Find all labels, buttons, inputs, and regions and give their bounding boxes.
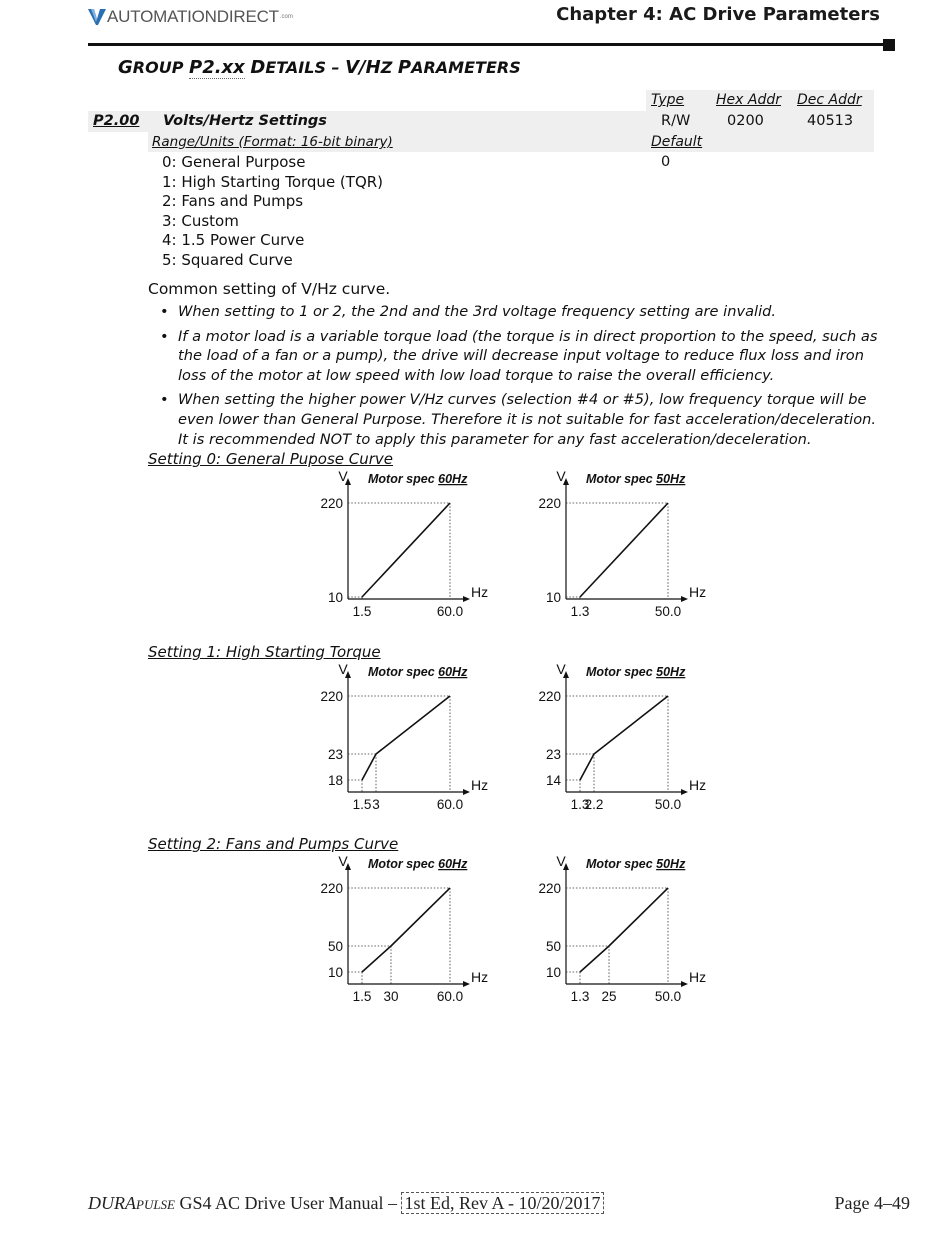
x-tick-label: 50.0 xyxy=(654,797,682,812)
vhz-chart-setting0-60hz xyxy=(300,468,500,636)
setting-2-heading: Setting 2: Fans and Pumps Curve xyxy=(148,835,399,853)
param-code: P2.00 xyxy=(93,113,140,129)
option-list xyxy=(162,153,383,271)
vhz-chart-setting2-50hz xyxy=(518,853,718,1021)
logo-text: AUTOMATIONDIRECT xyxy=(107,7,279,26)
y-tick-label: 23 xyxy=(545,747,561,762)
y-tick-label: 10 xyxy=(545,965,561,980)
note-item: • When setting to 1 or 2, the 2nd and the 3rd voltage frequency setting are invalid. xyxy=(160,303,777,320)
bullet-icon: • xyxy=(160,391,169,409)
automationdirect-logo xyxy=(88,5,293,29)
x-axis-arrow-icon xyxy=(463,789,470,795)
footer-page-number: Page 4–49 xyxy=(834,1193,910,1213)
vhz-curve xyxy=(580,503,668,597)
x-axis-label: Hz xyxy=(689,584,707,600)
y-axis-label: V xyxy=(338,661,348,677)
x-axis-label: Hz xyxy=(471,969,489,985)
y-axis-label: V xyxy=(338,853,348,869)
param-dec-addr: 40513 xyxy=(807,113,854,129)
hex-addr-header: Hex Addr xyxy=(716,92,781,108)
x-tick-label: 1.5 xyxy=(352,797,372,812)
motor-spec-value: 50Hz xyxy=(656,665,686,679)
param-default: 0 xyxy=(661,154,671,170)
vhz-chart-setting1-60hz xyxy=(300,661,500,829)
header-rule-end-block xyxy=(883,39,895,51)
y-tick-label: 10 xyxy=(545,590,561,605)
param-hex-addr: 0200 xyxy=(727,113,764,129)
range-units-label: Range/Units (Format: 16-bit binary) xyxy=(152,134,393,150)
type-header: Type xyxy=(651,92,685,108)
y-tick-label: 220 xyxy=(538,689,561,704)
notes-list xyxy=(160,302,884,454)
x-tick-label: 1.5 xyxy=(352,989,372,1004)
vhz-curve xyxy=(362,503,450,597)
chapter-title: Chapter 4: AC Drive Parameters xyxy=(556,4,880,25)
x-axis-label: Hz xyxy=(471,584,489,600)
option-item: 1: High Starting Torque (TQR) xyxy=(162,172,384,191)
y-tick-label: 220 xyxy=(320,881,343,896)
vhz-chart-setting0-50hz xyxy=(518,468,718,636)
y-axis-label: V xyxy=(556,468,566,484)
option-item: 2: Fans and Pumps xyxy=(162,192,304,211)
y-tick-label: 50 xyxy=(327,939,343,954)
footer-edition: 1st Ed, Rev A - 10/20/2017 xyxy=(401,1192,603,1214)
motor-spec-value: 50Hz xyxy=(656,857,686,871)
y-tick-label: 10 xyxy=(327,590,343,605)
x-tick-label: 1.5 xyxy=(352,604,372,619)
default-header: Default xyxy=(651,134,703,150)
motor-spec-title: Motor spec 50Hz xyxy=(586,857,686,871)
vhz-curve xyxy=(362,696,450,780)
x-tick-label: 50.0 xyxy=(654,604,682,619)
motor-spec-title: Motor spec 60Hz xyxy=(368,857,468,871)
motor-spec-title: Motor spec 50Hz xyxy=(586,472,686,486)
x-tick-label: 3 xyxy=(372,797,380,812)
x-axis-arrow-icon xyxy=(463,596,470,602)
x-tick-label: 1.3 xyxy=(570,989,590,1004)
y-axis-label: V xyxy=(556,661,566,677)
x-axis-arrow-icon xyxy=(463,981,470,987)
dec-addr-header: Dec Addr xyxy=(797,92,862,108)
y-tick-label: 18 xyxy=(327,773,343,788)
y-tick-label: 14 xyxy=(545,773,561,788)
x-tick-label: 50.0 xyxy=(654,989,682,1004)
vhz-curve xyxy=(580,696,668,780)
footer-manual-title: DURAPULSE GS4 AC Drive User Manual – 1st Ed, Rev A - 10/20/2017 xyxy=(88,1193,604,1214)
x-axis-label: Hz xyxy=(471,777,489,793)
x-tick-label: 30 xyxy=(383,989,399,1004)
header-rule xyxy=(88,43,884,46)
bullet-icon: • xyxy=(160,303,169,320)
setting-1-heading: Setting 1: High Starting Torque xyxy=(148,643,381,661)
y-tick-label: 10 xyxy=(327,965,343,980)
vhz-chart-setting2-60hz xyxy=(300,853,500,1021)
motor-spec-title: Motor spec 60Hz xyxy=(368,665,468,679)
x-tick-label: 60.0 xyxy=(436,604,464,619)
x-axis-label: Hz xyxy=(689,969,707,985)
x-axis-arrow-icon xyxy=(681,981,688,987)
x-axis-arrow-icon xyxy=(681,596,688,602)
motor-spec-value: 50Hz xyxy=(656,472,686,486)
x-tick-label: 1.3 xyxy=(570,604,590,619)
x-axis-arrow-icon xyxy=(681,789,688,795)
logo-suffix: .com xyxy=(279,14,293,20)
option-item: 3: Custom xyxy=(162,211,239,230)
y-axis-label: V xyxy=(556,853,566,869)
x-tick-label: 25 xyxy=(601,989,617,1004)
vhz-curve xyxy=(362,888,450,972)
y-tick-label: 220 xyxy=(538,496,561,511)
y-tick-label: 220 xyxy=(320,496,343,511)
motor-spec-value: 60Hz xyxy=(438,472,468,486)
note-item: • If a motor load is a variable torque load (the torque is in direct proportion to the speed, such as the load of a fan or a pump), the drive will decrease input voltage to reduce flux loss and iron loss of the motor at low speed with low load torque to raise the overall efficiency. xyxy=(160,327,878,384)
motor-spec-title: Motor spec 60Hz xyxy=(368,472,468,486)
option-item: 0: General Purpose xyxy=(162,153,306,171)
setting-0-heading: Setting 0: General Pupose Curve xyxy=(148,450,394,468)
x-tick-label: 2.2 xyxy=(584,797,604,812)
param-type: R/W xyxy=(661,113,691,129)
logo-v-icon xyxy=(88,8,106,26)
motor-spec-value: 60Hz xyxy=(438,665,468,679)
x-axis-label: Hz xyxy=(689,777,707,793)
vhz-curve xyxy=(580,888,668,972)
y-axis-label: V xyxy=(338,468,348,484)
x-tick-label: 60.0 xyxy=(436,989,464,1004)
bullet-icon: • xyxy=(160,327,169,345)
param-name: Volts/Hertz Settings xyxy=(163,113,327,129)
y-tick-label: 220 xyxy=(538,881,561,896)
note-item: • When setting the higher power V/Hz curves (selection #4 or #5), low frequency torque will be even lower than General Purpose. Therefore it is not suitable for fast acceleration/deceleration. It is recommended NOT to apply this parameter for any fast acceleration/deceleration. xyxy=(160,391,877,448)
motor-spec-value: 60Hz xyxy=(438,857,468,871)
x-tick-label: 60.0 xyxy=(436,797,464,812)
option-item: 5: Squared Curve xyxy=(162,250,293,269)
vhz-chart-setting1-50hz xyxy=(518,661,718,829)
option-item: 4: 1.5 Power Curve xyxy=(162,231,305,250)
common-setting-text: Common setting of V/Hz curve. xyxy=(148,280,391,298)
x-tick-label: 1.3 xyxy=(570,797,590,812)
motor-spec-title: Motor spec 50Hz xyxy=(586,665,686,679)
y-tick-label: 50 xyxy=(545,939,561,954)
group-title: GROUP P2.xx DETAILS – V/HZ PARAMETERS xyxy=(118,57,521,78)
y-tick-label: 220 xyxy=(320,689,343,704)
y-tick-label: 23 xyxy=(327,747,343,762)
